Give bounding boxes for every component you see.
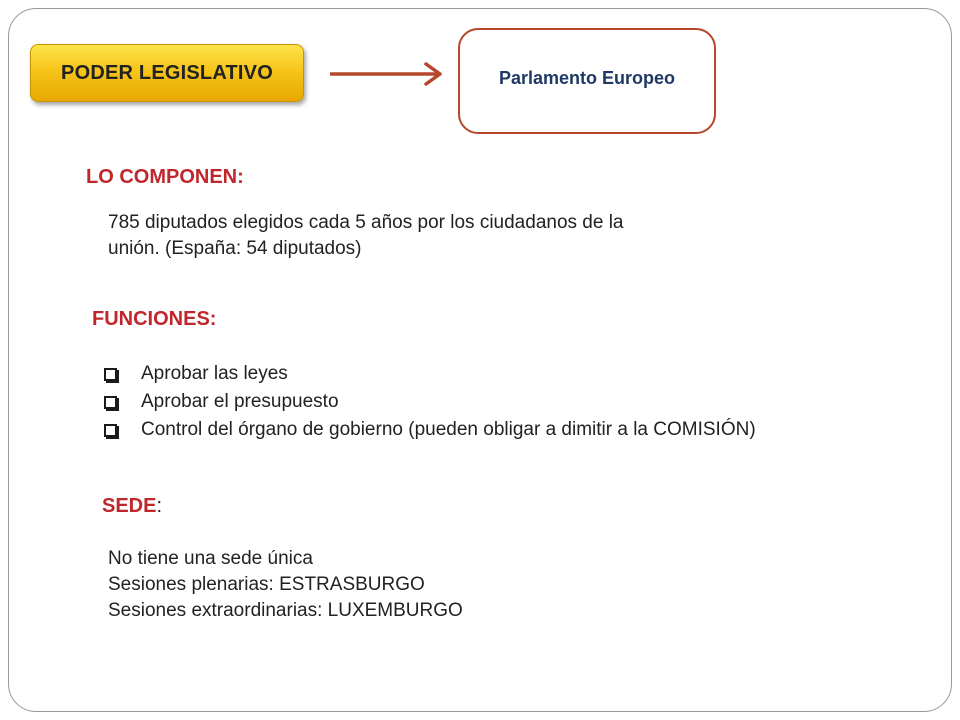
lo-componen-heading: LO COMPONEN: <box>86 166 244 188</box>
list-item <box>104 388 756 416</box>
sede-line-2: Sesiones plenarias: ESTRASBURGO <box>108 574 425 595</box>
sede-heading-colon: : <box>156 495 163 517</box>
list-item <box>104 360 756 388</box>
sede-heading-label: SEDE <box>102 495 157 517</box>
composition-line-1: 785 diputados elegidos cada 5 años por los ciudadanos de la <box>108 212 624 233</box>
sede-line-3: Sesiones extraordinarias: LUXEMBURGO <box>108 600 463 621</box>
checkbox-bullet-icon <box>104 396 117 409</box>
funciones-heading: FUNCIONES: <box>92 308 217 330</box>
poder-legislativo-title: PODER LEGISLATIVO <box>30 44 304 102</box>
parlamento-europeo-label: Parlamento Europeo <box>498 67 676 88</box>
arrow-right-icon <box>330 62 445 86</box>
sede-text <box>108 546 463 624</box>
composition-line-2: unión. (España: 54 diputados) <box>108 238 362 259</box>
composition-text <box>108 210 624 262</box>
sede-heading <box>102 495 162 518</box>
sede-line-1: No tiene una sede única <box>108 548 313 569</box>
list-item-text: Control del órgano de gobierno (pueden obligar a dimitir a la COMISIÓN) <box>141 419 756 440</box>
funciones-list <box>104 360 756 444</box>
list-item-text: Aprobar las leyes <box>141 363 288 384</box>
parlamento-europeo-box <box>458 28 716 134</box>
checkbox-bullet-icon <box>104 368 117 381</box>
checkbox-bullet-icon <box>104 424 117 437</box>
list-item <box>104 416 756 444</box>
list-item-text: Aprobar el presupuesto <box>141 391 339 412</box>
